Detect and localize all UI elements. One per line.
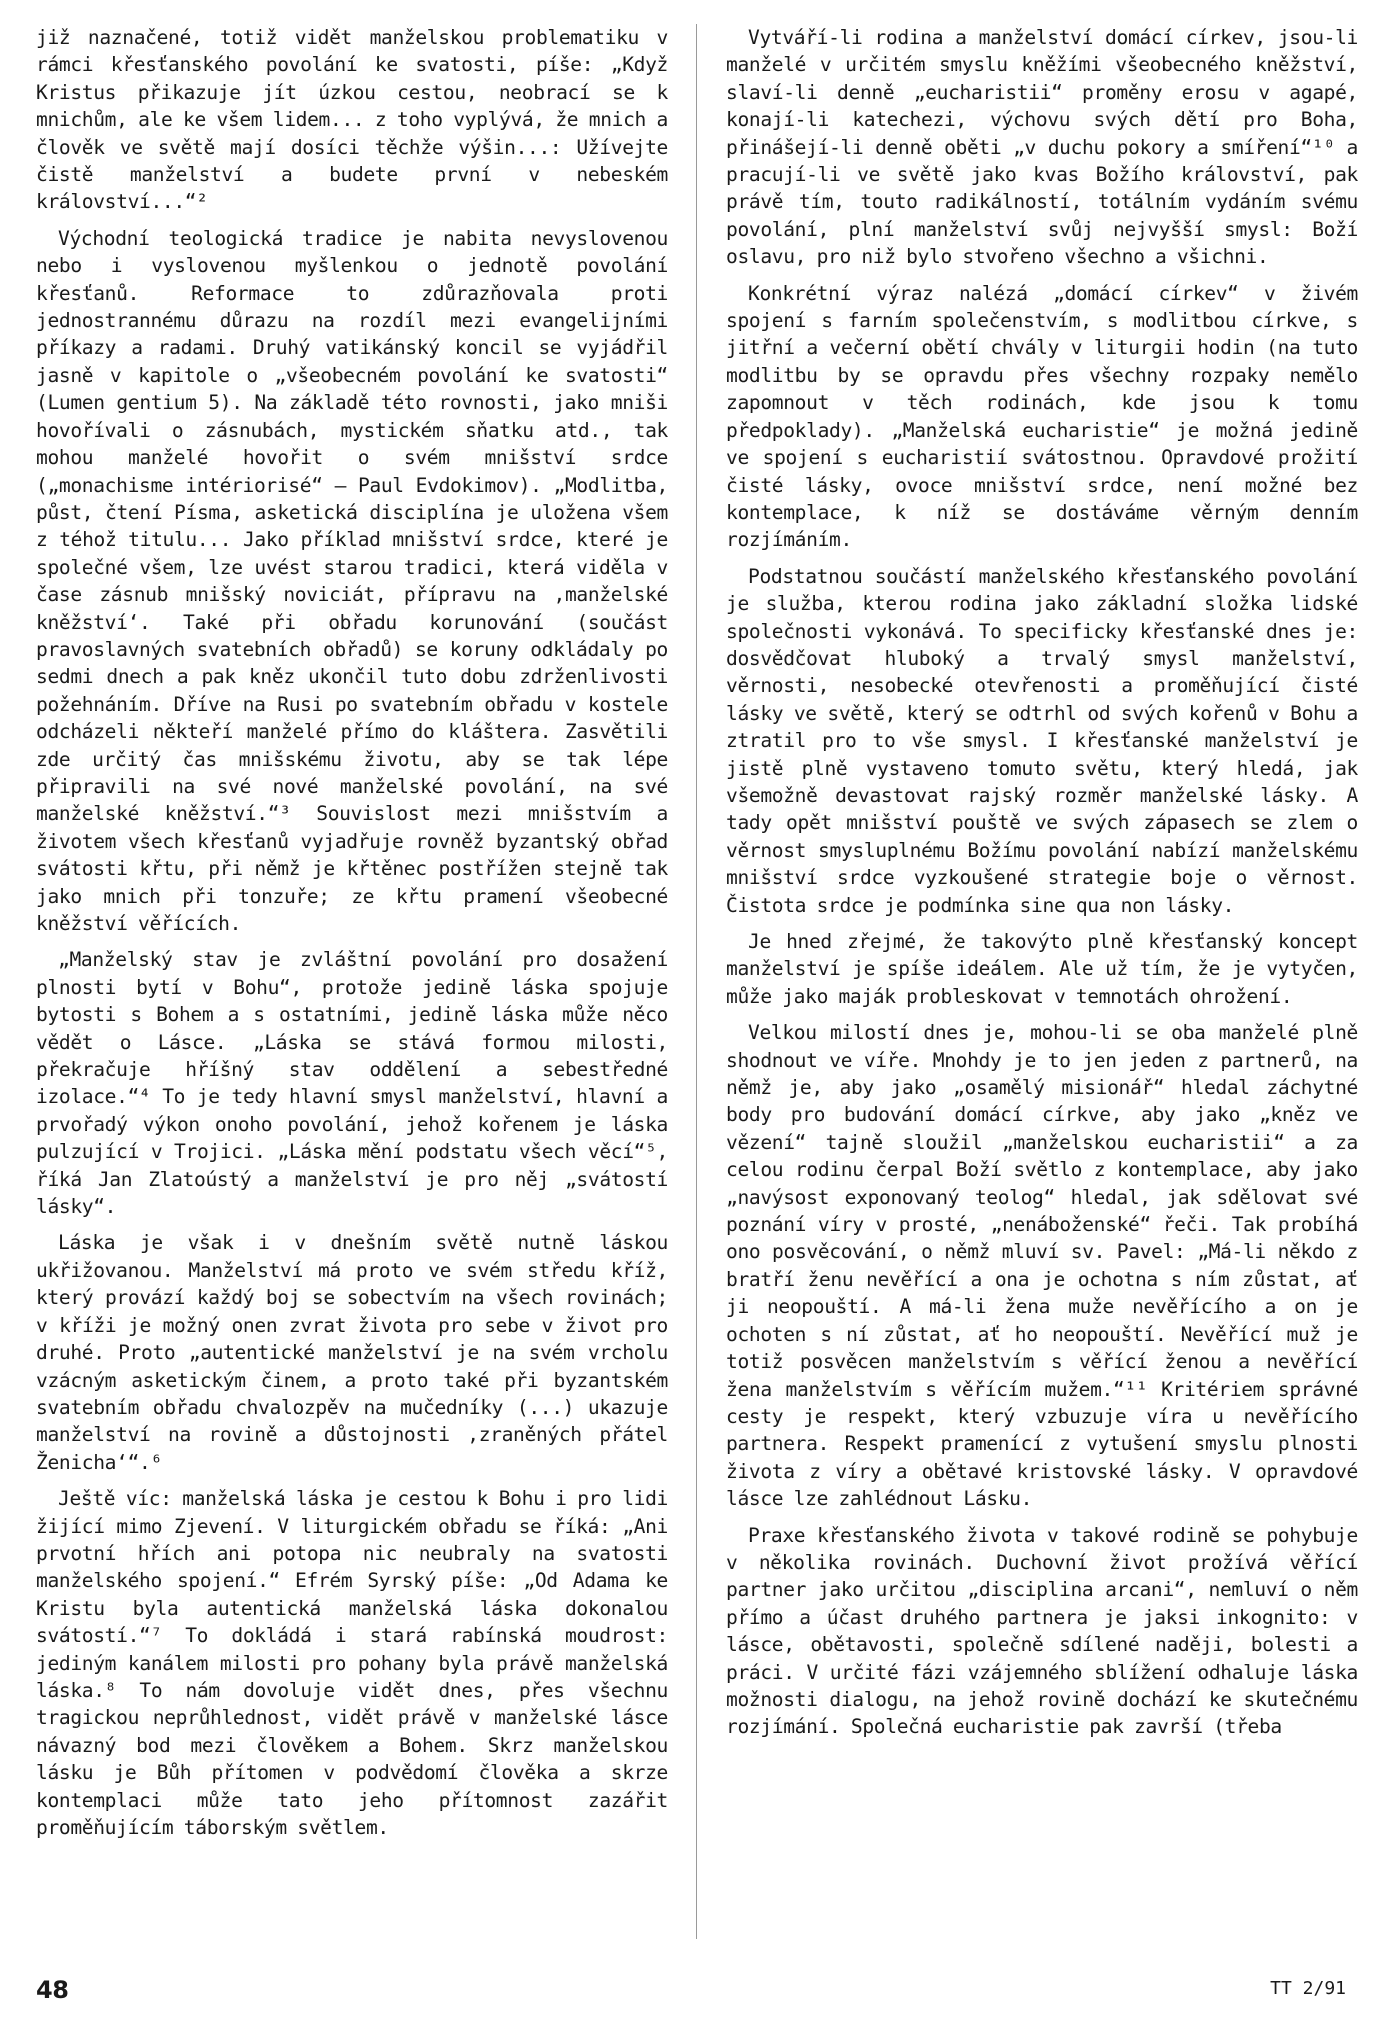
page-number: 48 bbox=[36, 1976, 69, 2004]
right-column bbox=[726, 24, 1358, 1954]
paragraph: Je hned zřejmé, že takovýto plně křesťanský koncept manželství je spíše ideálem. Ale už tím, že je vytyčen, může jako maják probleskovat v temnotách ohrožení. bbox=[726, 930, 1358, 1008]
paragraph: Praxe křesťanského života v takové rodině se pohybuje v několika rovinách. Duchovní život prožívá věřící partner jako určitou „disciplina arcani“, nemluví o něm přímo a účast druhého partnera je jaksi inkognito: v lásce, obětavosti, společně sdílené naději, bolesti a práci. V určité fázi vzájemného sblížení odhaluje láska možnosti dialogu, na jehož rovině dochází ke skutečnému rozjímání. Společná eucharistie pak završí (třeba bbox=[726, 1523, 1358, 1739]
paragraph: Podstatnou součástí manželského křesťanského povolání je služba, kterou rodina jako základní složka lidské společnosti vykonává. To specificky křesťanské dnes je: dosvědčovat hluboký a trvalý smysl manželství, věrnosti, nesobecké otevřenosti a proměňující čisté lásky ve světě, který se odtrhl od svých kořenů v Bohu a ztratil pro to vše smysl. I křesťanské manželství je jistě plně vystaveno tomuto světu, který hledá, jak všemožně devastovat rajský rozměr manželské lásky. A tady opět mnišství pouště ve svých zápasech se zlem o věrnost smysluplnému Božímu povolání nabízí manželskému mnišství srdce vyzkoušené strategie boje o věrnost. Čistota srdce je podmínka sine qua non lásky. bbox=[726, 564, 1358, 917]
page bbox=[36, 24, 1358, 1954]
column-divider bbox=[696, 24, 697, 1939]
left-column bbox=[36, 24, 668, 1954]
paragraph: Ještě víc: manželská láska je cestou k Bohu i pro lidi žijící mimo Zjevení. V liturgickém obřadu se říká: „Ani prvotní hřích ani potopa nic neubraly na svatosti manželského spojení.“ Efrém Syrský píše: „Od Adama ke Kristu byla autentická manželská láska dokonalou svátostí.“⁷ To dokládá i stará rabínská moudrost: jediným kanálem milosti pro pohany byla právě manželská láska.⁸ To nám dovoluje vidět dnes, přes všechnu tragickou neprůhlednost, vidět právě v manželské lásce návazný bod mezi člověkem a Bohem. Skrz manželskou lásku je Bůh přítomen v podvědomí člověka a skrze kontemplaci může tato jeho přítomnost zazářit proměňujícím táborským světlem. bbox=[36, 1487, 668, 1839]
paragraph: Velkou milostí dnes je, mohou-li se oba manželé plně shodnout ve víře. Mnohdy je to jen jeden z partnerů, na němž je, aby jako „osamělý misionář“ hledal záchytné body pro budování domácí církve, aby jako „kněz ve vězení“ tajně sloužil „manželskou eucharistii“ a za celou rodinu čerpal Boží světlo z kontemplace, aby jako „navýsost exponovaný teolog“ hledal, jak sdělovat své poznání víry v prosté, „nenáboženské“ řeči. Tak probíhá ono posvěcování, o němž mluví sv. Pavel: „Má-li někdo z bratří ženu nevěřící a ona je ochotna s ním zůstat, ať ji neopouští. A má-li žena muže nevěřícího a on je ochoten s ní zůstat, ať ho neopouští. Nevěřící muž je totiž posvěcen manželstvím s věřící ženou a nevěřící žena manželstvím s věřícím mužem.“¹¹ Kritériem správné cesty je respekt, který vzbuzuje víra u nevěřícího partnera. Respekt pramenící z vytušení smyslu plnosti života z víry a obětavé kristovské lásky. V opravdové lásce lze zahlédnout Lásku. bbox=[726, 1021, 1358, 1511]
journal-issue: TT 2/91 bbox=[1270, 1978, 1346, 1999]
paragraph: Vytváří-li rodina a manželství domácí církev, jsou-li manželé v určitém smyslu kněžími všeobecného kněžství, slaví-li denně „eucharistii“ proměny erosu v agapé, konají-li katechezi, výchovu svých dětí pro Boha, přinášejí-li denně oběti „v duchu pokory a smíření“¹⁰ a pracují-li ve světě jako kvas Božího království, pak právě tím, touto radikálností, totálním vydáním svému povolání, plní manželství svůj nejvyšší smysl: Boží oslavu, pro niž bylo stvořeno všechno a všichni. bbox=[726, 26, 1358, 269]
paragraph: již naznačené, totiž vidět manželskou problematiku v rámci křesťanského povolání ke svatosti, píše: „Když Kristus přikazuje jít úzkou cestou, neobrací se k mnichům, ale ke všem lidem... z toho vyplývá, že mnich a člověk ve světě mají dosíci těchže výšin...: Užívejte čistě manželství a budete první v nebeském království...“² bbox=[36, 26, 668, 214]
paragraph: Východní teologická tradice je nabita nevyslovenou nebo i vyslovenou myšlenkou o jednotě povolání křesťanů. Reformace to zdůrazňovala proti jednostrannému důrazu na rozdíl mezi evangelijními příkazy a radami. Druhý vatikánský koncil se vyjádřil jasně v kapitole o „všeobecném povolání ke svatosti“ (Lumen gentium 5). Na základě této rovnosti, jako mniši hovořívali o zásnubách, mystickém sňatku atd., tak mohou manželé hovořit o svém mnišství srdce („monachisme intériorisé“ — Paul Evdokimov). „Modlitba, půst, čtení Písma, asketická disciplína je uložena všem z téhož titulu... Jako příklad mnišství srdce, které je společné všem, lze uvést starou tradici, která viděla v čase zásnub mnišský noviciát, přípravu na ‚manželské kněžství‘. Také při obřadu korunování (součást pravoslavných svatebních obřadů) se koruny odkládaly po sedmi dnech a pak kněz ukončil tuto dobu zdrženlivosti požehnáním. Dříve na Rusi po svatebním obřadu v kostele odcházeli někteří manželé přímo do kláštera. Zasvětili zde určitý čas mnišskému životu, aby se tak lépe připravili na své nové manželské povolání, na své manželské kněžství.“³ Souvislost mezi mnišstvím a životem všech křesťanů vyjadřuje rovněž byzantský obřad svátosti křtu, při němž je křtěnec postřížen stejně tak jako mnich při tonzuře; ze křtu pramení všeobecné kněžství věřících. bbox=[36, 226, 668, 935]
page-footer bbox=[36, 1976, 1346, 2006]
paragraph: Konkrétní výraz nalézá „domácí církev“ v živém spojení s farním společenstvím, s modlitbou církve, s jitřní a večerní obětí chvály v liturgii hodin (na tuto modlitbu by se opravdu přes všechny rozpaky nemělo zapomnout v těch rodinách, kde jsou k tomu předpoklady). „Manželská eucharistie“ je možná jedině ve spojení s eucharistií svátostnou. Opravdové prožití čisté lásky, ovoce mnišství srdce, není možné bez kontemplace, k níž se dostáváme věrným denním rozjímáním. bbox=[726, 281, 1358, 552]
paragraph: „Manželský stav je zvláštní povolání pro dosažení plnosti bytí v Bohu“, protože jedině láska spojuje bytosti s Bohem a s ostatními, jedině láska může něco vědět o Lásce. „Láska se stává formou milosti, překračuje hříšný stav oddělení a sebestředné izolace.“⁴ To je tedy hlavní smysl manželství, hlavní a prvořadý výkon onoho povolání, jehož kořenem je láska pulzující v Trojici. „Láska mění podstatu všech věcí“⁵, říká Jan Zlatoústý a manželství je pro něj „svátostí lásky“. bbox=[36, 948, 668, 1219]
paragraph: Láska je však i v dnešním světě nutně láskou ukřižovanou. Manželství má proto ve svém středu kříž, který provází každý boj se sobectvím na všech rovinách; v kříži je možný onen zvrat života pro sebe v život pro druhé. Proto „autentické manželství je na svém vrcholu vzácným asketickým činem, a proto také při byzantském svatebním obřadu chvalozpěv na mučedníky (...) ukazuje manželství na rovině a důstojnosti ‚zraněných přátel Ženicha‘“.⁶ bbox=[36, 1231, 668, 1474]
